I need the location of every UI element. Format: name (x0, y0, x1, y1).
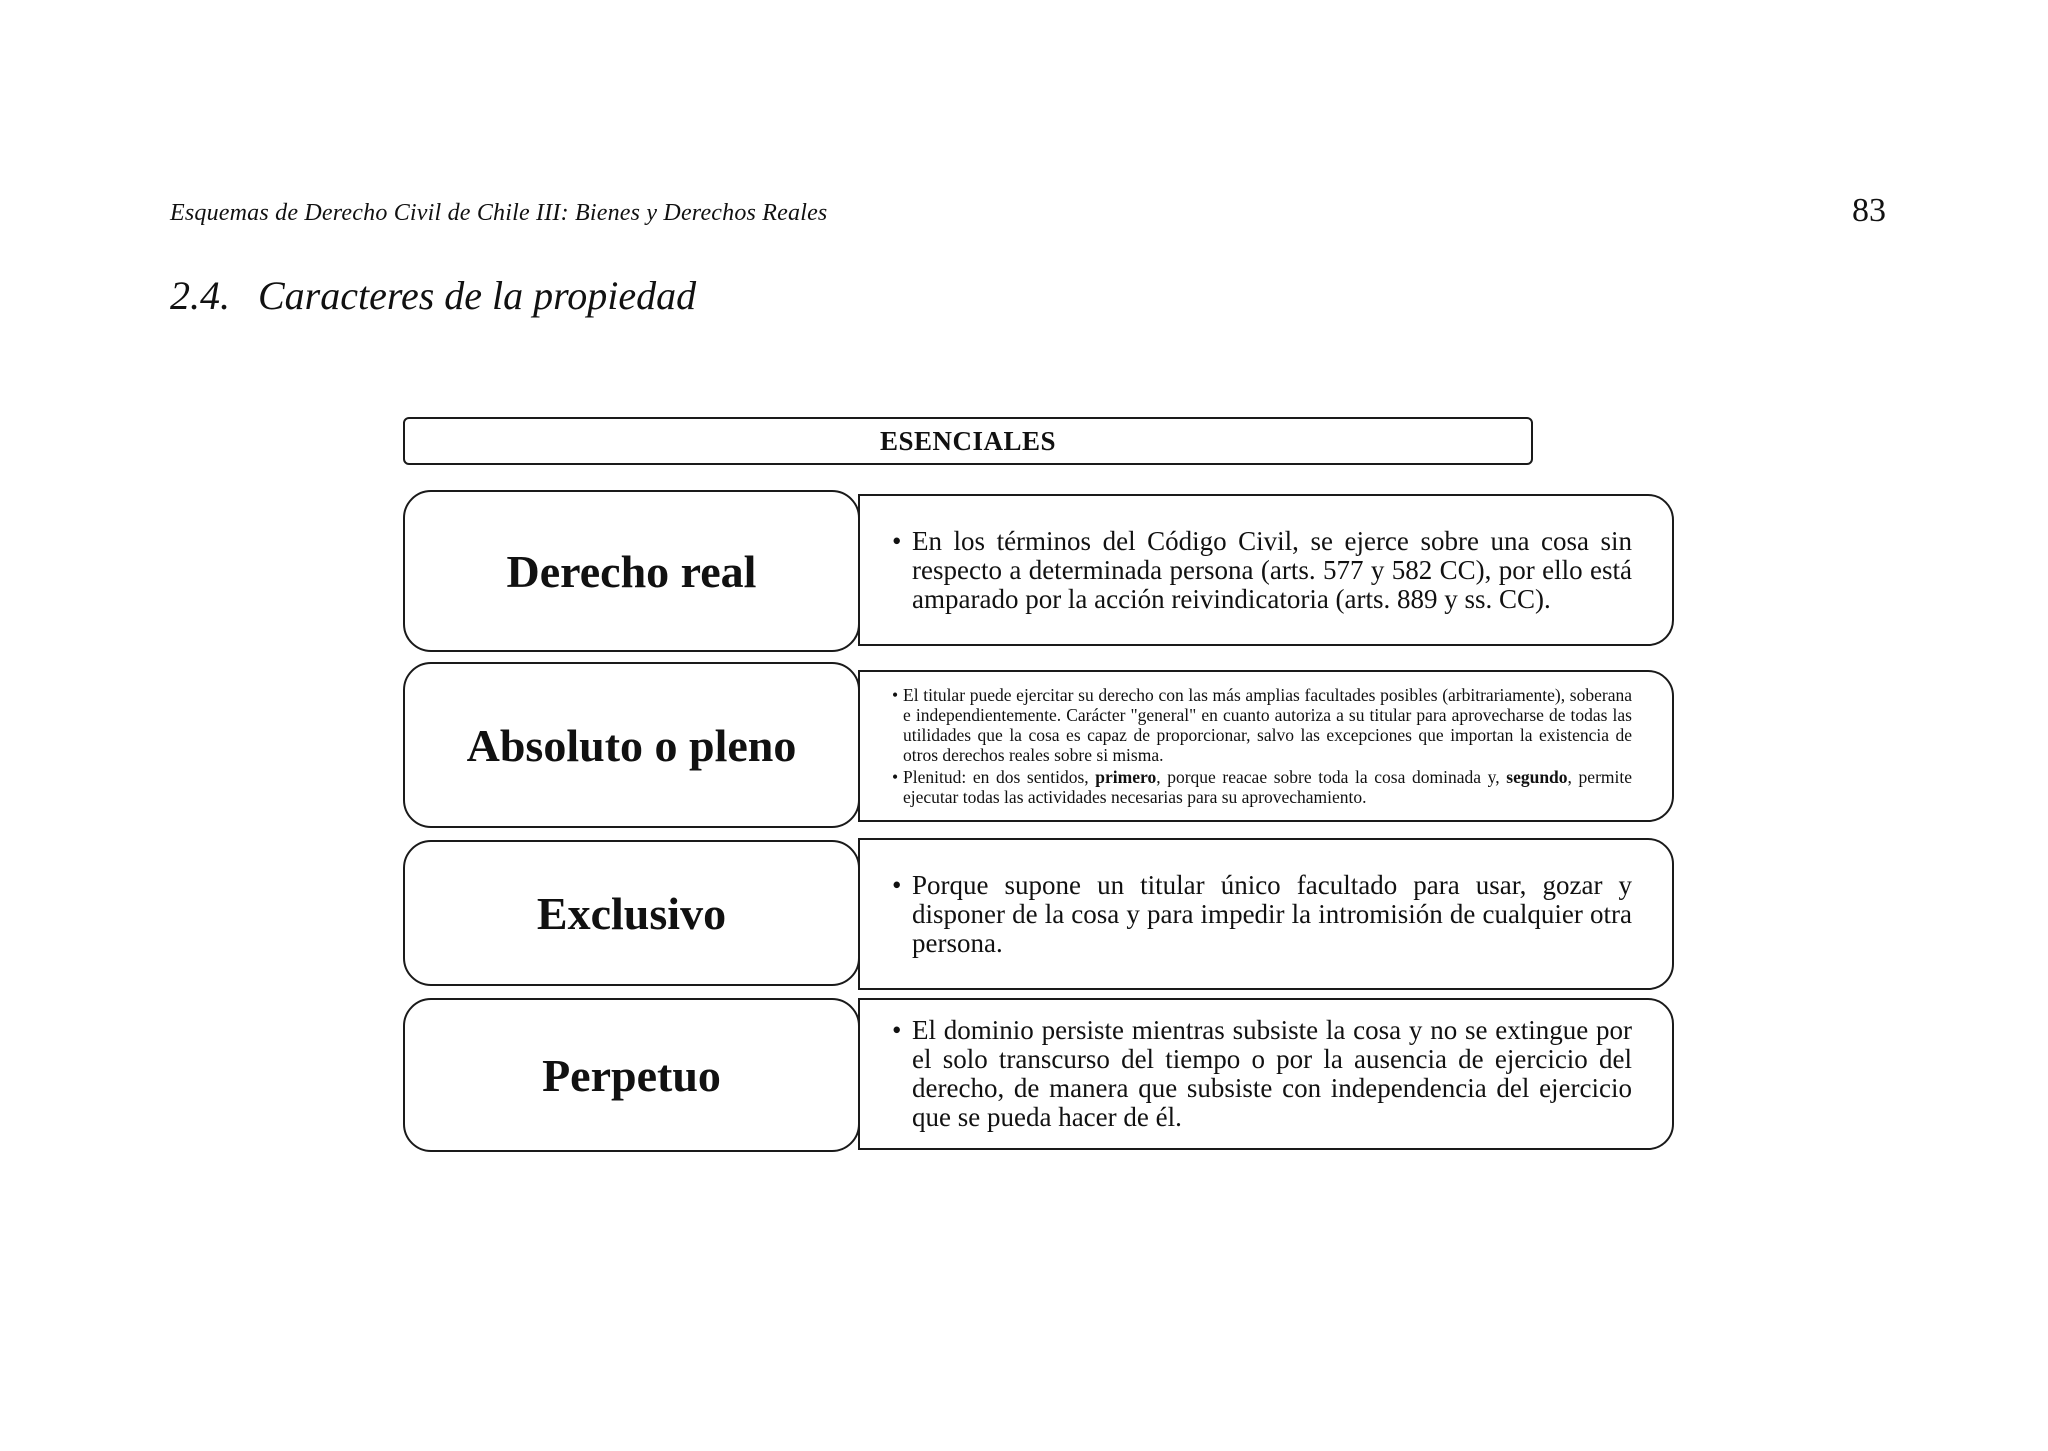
page-number: 83 (1852, 192, 1886, 229)
bullet-perpetuo: • El dominio persiste mientras subsiste la cosa y no se extingue por el solo transcurso del tiempo o por la ausencia de ejercicio del derecho, de manera que subsiste con independencia del ejercicio que se pueda hacer de él. (892, 1016, 1632, 1132)
bullet-absoluto-2 (892, 767, 1632, 807)
desc-box-derecho-real (858, 494, 1674, 646)
bullet-derecho-real: • En los términos del Código Civil, se ejerce sobre una cosa sin respecto a determinada persona (arts. 577 y 582 CC), por ello está amparado por la acción reivindicatoria (arts. 889 y ss. CC). (892, 527, 1632, 614)
label-box-derecho-real: Derecho real (403, 490, 860, 652)
label-box-absoluto: Absoluto o pleno (403, 662, 860, 828)
bullet-absoluto-2-segundo: segundo (1506, 767, 1568, 787)
desc-box-exclusivo (858, 838, 1674, 990)
section-title (170, 272, 696, 319)
row-derecho-real (403, 490, 1673, 652)
row-absoluto (403, 662, 1673, 828)
section-title-text: Caracteres de la propiedad (258, 273, 697, 318)
desc-box-absoluto (858, 670, 1674, 822)
row-exclusivo (403, 840, 1673, 986)
bullet-absoluto-2-primero: primero (1095, 767, 1157, 787)
bullet-absoluto-1: • El titular puede ejercitar su derecho con las más amplias facultades posibles (arbitrariamente), soberana e independientemente. Carácter "general" en cuanto autoriza a su titular para aprovecharse de todas las utilidades que la cosa es capaz de proporcionar, salvo las excepciones que importan la existencia de otros derechos reales sobre si misma. (892, 685, 1632, 765)
desc-box-perpetuo (858, 998, 1674, 1150)
diagram-heading-box: ESENCIALES (403, 417, 1533, 465)
section-number: 2.4. (170, 273, 230, 318)
bullet-absoluto-2-part-e: , permite ejecutar todas las actividades necesarias para su aprovechamiento. (903, 767, 1632, 807)
label-box-perpetuo: Perpetuo (403, 998, 860, 1152)
label-box-exclusivo: Exclusivo (403, 840, 860, 986)
running-head: Esquemas de Derecho Civil de Chile III: Bienes y Derechos Reales (170, 200, 828, 226)
bullet-absoluto-2-part-a: Plenitud: en dos sentidos, (903, 767, 1096, 787)
bullet-exclusivo: • Porque supone un titular único facultado para usar, gozar y disponer de la cosa y para impedir la intromisión de cualquier otra persona. (892, 871, 1632, 958)
bullet-absoluto-2-part-c: , porque reacae sobre toda la cosa dominada y, (1156, 767, 1507, 787)
row-perpetuo (403, 998, 1673, 1152)
